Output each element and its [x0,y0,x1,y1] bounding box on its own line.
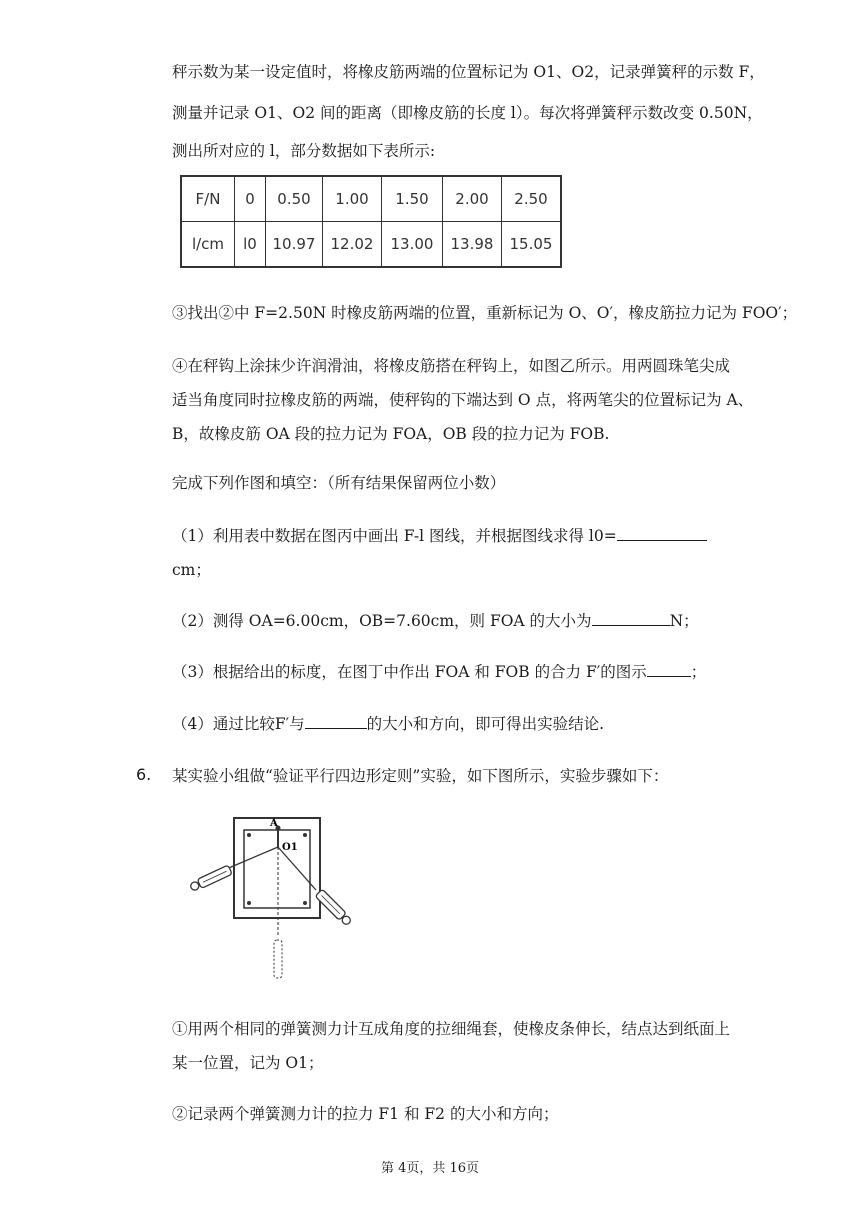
pin [247,901,251,905]
question-text: （1）利用表中数据在图丙中画出 F-l 图线，并根据图线求得 l0= [172,527,617,545]
table-cell: 2.50 [502,176,562,222]
table-row [181,222,561,268]
answer-blank[interactable] [647,660,691,677]
spring-scale-left [190,865,232,892]
table-cell: 0 [235,176,266,222]
step-4-line: ④在秤钩上涂抹少许润滑油，将橡皮筋搭在秤钩上，如图乙所示。用两圆珠笔尖成 [172,357,731,375]
table-cell: 15.05 [502,222,562,268]
step-4-line: 适当角度同时拉橡皮筋的两端，使秤钩的下端达到 O 点，将两笔尖的位置标记为 A、 [172,391,754,409]
string-left [224,847,278,870]
paragraph-line: 秤示数为某一设定值时，将橡皮筋两端的位置标记为 O1、O2，记录弹簧秤的示数 F， [172,63,765,81]
step-1-line: 某一位置，记为 O1； [172,1054,324,1072]
question-text: （4）通过比较F′与 [172,715,305,733]
answer-blank[interactable] [305,712,367,729]
table-cell: 13.00 [382,222,443,268]
step-3: ③找出②中 F=2.50N 时橡皮筋两端的位置，重新标记为 O、O′，橡皮筋拉力记为 FOO′； [172,304,798,322]
question-text: （3）根据给出的标度，在图丁中作出 FOA 和 FOB 的合力 F′的图示 [172,663,647,681]
question-1 [172,524,707,547]
table-cell: 12.02 [323,222,382,268]
paragraph-line: 测出所对应的 l，部分数据如下表所示: [172,142,436,160]
label-a: A [270,818,278,829]
question-text-post: 的大小和方向，即可得出实验结论. [366,715,605,733]
pin [303,833,307,837]
problem-6-text: 某实验小组做“验证平行四边形定则”实验，如下图所示，实验步骤如下： [172,767,669,785]
page-footer: 第 4页，共 16页 [380,1161,480,1176]
step-2: ②记录两个弹簧测力计的拉力 F1 和 F2 的大小和方向； [172,1105,559,1123]
paragraph-line: 测量并记录 O1、O2 间的距离（即橡皮筋的长度 l）。每次将弹簧秤示数改变 0.50N， [172,104,763,122]
table-cell: 10.97 [266,222,323,268]
question-end: ； [690,663,707,681]
answer-blank[interactable] [617,524,707,541]
table-cell: 1.50 [382,176,443,222]
pin [247,833,251,837]
experiment-figure [190,812,360,980]
step-4-line: B，故橡皮筋 OA 段的拉力记为 FOA，OB 段的拉力记为 FOB. [172,425,610,443]
question-1-unit: cm； [172,561,211,579]
table-cell: F/N [181,176,235,222]
question-text: （2）测得 OA=6.00cm，OB=7.60cm，则 FOA 的大小为 [172,612,592,630]
table-cell: 13.98 [443,222,502,268]
label-o1: O1 [282,842,298,853]
step-1-line: ①用两个相同的弹簧测力计互成角度的拉细绳套，使橡皮条伸长，结点达到纸面上 [172,1020,731,1038]
table-cell: l/cm [181,222,235,268]
table-cell: 1.00 [323,176,382,222]
problem-number: 6. [136,765,152,784]
spring-scale-dashed [274,940,282,978]
data-table [180,175,562,268]
table-cell: 0.50 [266,176,323,222]
question-unit: N； [669,612,699,630]
answer-blank[interactable] [592,609,670,626]
table-row [181,176,561,222]
question-4 [172,712,604,735]
question-3 [172,660,706,683]
question-2 [172,609,699,632]
table-cell: l0 [235,222,266,268]
pin [303,901,307,905]
table-cell: 2.00 [443,176,502,222]
instruction: 完成下列作图和填空：（所有结果保留两位小数） [172,474,506,492]
